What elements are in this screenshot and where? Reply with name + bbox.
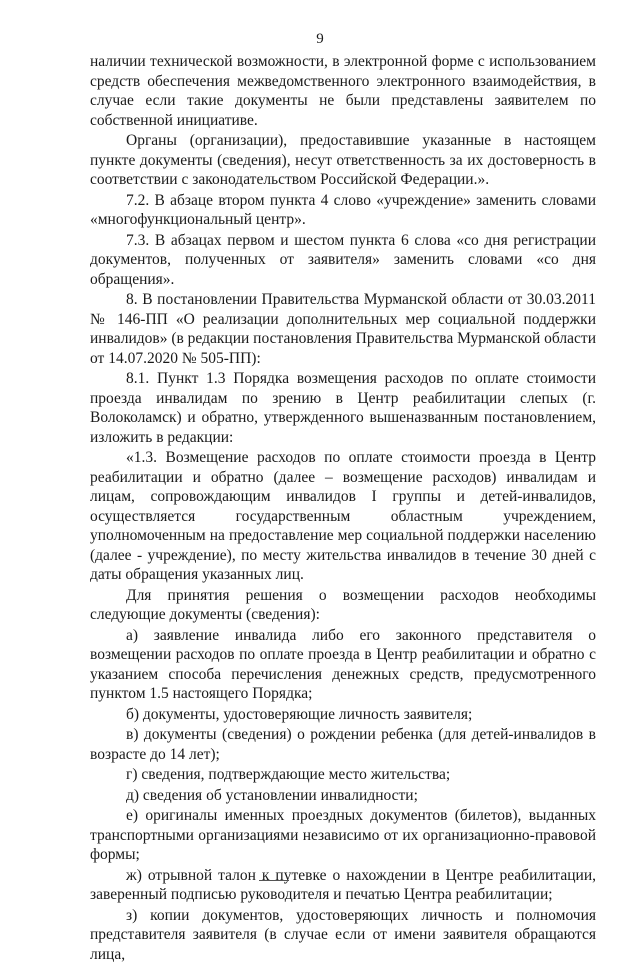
- list-item: в) документы (сведения) о рождении ребенка (для детей-инвалидов в возрасте до 14 лет);: [90, 725, 596, 764]
- list-item: ж) отрывной талон к путевке о нахождении в Центре реабилитации, заверенный подписью руководителя и печатью Центра реабилитации;: [90, 866, 596, 905]
- list-item: б) документы, удостоверяющие личность заявителя;: [90, 705, 596, 725]
- paragraph: Для принятия решения о возмещении расходов необходимы следующие документы (сведения):: [90, 586, 596, 625]
- footer-divider: [259, 880, 289, 881]
- paragraph: 8. В постановлении Правительства Мурманской области от 30.03.2011 № 146-ПП «О реализации дополнительных мер социальной поддержки инвалидов» (в редакции постановления Правительства Мурманской области от 14.07.2020 № 505-ПП):: [90, 290, 596, 368]
- paragraph: 7.2. В абзаце втором пункта 4 слово «учреждение» заменить словами «многофункциональный центр».: [90, 191, 596, 230]
- list-item: з) копии документов, удостоверяющих личность и полномочия представителя заявителя (в случае если от имени заявителя обращаются лица,: [90, 906, 596, 964]
- document-body: [90, 52, 596, 964]
- list-item: е) оригиналы именных проездных документов (билетов), выданных транспортными организациями независимо от их организационно-правовой формы;: [90, 806, 596, 865]
- list-item: г) сведения, подтверждающие место жительства;: [90, 765, 596, 785]
- paragraph: наличии технической возможности, в электронной форме с использованием средств обеспечения межведомственного электронного взаимодействия, в случае если такие документы не были представлены заявителем по собственной инициативе.: [90, 52, 596, 130]
- paragraph: 7.3. В абзацах первом и шестом пункта 6 слова «со дня регистрации документов, полученных от заявителя» заменить словами «со дня обращения».: [90, 231, 596, 290]
- list-item: а) заявление инвалида либо его законного представителя о возмещении расходов по оплате проезда в Центр реабилитации и обратно с указанием способа перечисления денежных средств, предусмотренного пунктом 1.5 настоящего Порядка;: [90, 626, 596, 704]
- paragraph: Органы (организации), предоставившие указанные в настоящем пункте документы (сведения), несут ответственность за их достоверность в соответствии с законодательством Российской Федерации.».: [90, 131, 596, 190]
- list-item: д) сведения об установлении инвалидности;: [90, 786, 596, 806]
- paragraph: «1.3. Возмещение расходов по оплате стоимости проезда в Центр реабилитации и обратно (далее – возмещение расходов) инвалидам и лицам, сопровождающим инвалидов I группы и детей-инвалидов, осуществляется государственным областным учреждением, уполномоченным на предоставление мер социальной поддержки населению (далее - учреждение), по месту жительства инвалидов в течение 30 дней с даты обращения указанных лиц.: [90, 448, 596, 585]
- paragraph: 8.1. Пункт 1.3 Порядка возмещения расходов по оплате стоимости проезда инвалидам по зрению в Центр реабилитации слепых (г. Волоколамск) и обратно, утвержденного вышеназванным постановлением, изложить в редакции:: [90, 369, 596, 447]
- page-number: 9: [0, 31, 640, 48]
